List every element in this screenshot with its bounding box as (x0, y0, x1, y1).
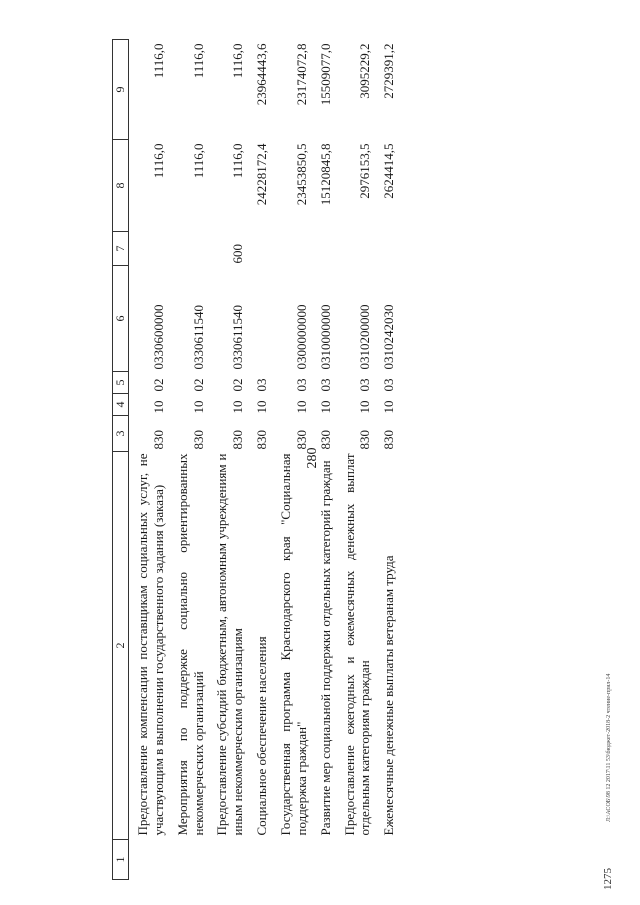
cell-pr: 03 (317, 378, 333, 392)
header-col-4: 4 (113, 394, 129, 416)
table-row (208, 40, 248, 880)
cell-amount-2: 3095229,2 (357, 43, 373, 99)
table-row (375, 40, 399, 880)
row-name: Предоставление компенсации поставщикам социальных услуг, не участвующим в выполнении государственного задания (заказа) (135, 453, 166, 836)
cell-amount-2: 1116,0 (230, 43, 246, 79)
budget-table-container (112, 40, 592, 880)
table-row (169, 40, 209, 880)
cell-ved: 830 (381, 430, 397, 450)
cell-amount-2: 1116,0 (150, 43, 166, 79)
cell-vr (272, 232, 312, 266)
cell-vr (169, 232, 209, 266)
cell-csr (248, 266, 272, 372)
table-row (312, 40, 336, 880)
sheet-number: 1275 (602, 868, 614, 890)
cell-amount-2: 1116,0 (190, 43, 206, 79)
cell-amount-2: 23174072,8 (293, 43, 309, 106)
row-name: Социальное обеспечение населения (254, 636, 270, 836)
cell-rz: 10 (381, 400, 397, 414)
cell-amount-2: 23964443,6 (254, 43, 270, 106)
cell-amount-1: 15120845,8 (317, 143, 333, 206)
cell-vr: 600 (230, 244, 246, 264)
cell-pr: 02 (230, 378, 246, 392)
table-row (248, 40, 272, 880)
cell-ved: 830 (254, 430, 270, 450)
cell-vr (336, 232, 376, 266)
row-name: Предоставление субсидий бюджетным, автономным учреждениям и иным некоммерческим организациям (214, 453, 246, 836)
cell-vr (312, 232, 336, 266)
cell-ved: 830 (150, 430, 166, 450)
header-col-8: 8 (113, 140, 129, 232)
header-col-6: 6 (113, 266, 129, 372)
cell-ved: 830 (317, 430, 333, 450)
cell-vr (248, 232, 272, 266)
header-col-9: 9 (113, 40, 129, 140)
cell-pr: 02 (190, 378, 206, 392)
page-number: 280 (305, 447, 320, 469)
cell-pr: 02 (150, 378, 166, 392)
cell-rz: 10 (190, 400, 206, 414)
row-name: Предоставление ежегодных и ежемесячных денежных выплат отдельным категориям граждан (341, 453, 373, 836)
cell-amount-1: 2976153,5 (357, 143, 373, 199)
footer-file-path: Л:\АСОБ\98 12 2017\11 53\бюджет-2018-2 чтение-прил-14 (606, 673, 612, 822)
cell-amount-2: 15509077,0 (317, 43, 333, 106)
cell-pr: 03 (254, 378, 270, 392)
header-col-2: 2 (113, 452, 129, 840)
cell-rz: 10 (293, 400, 309, 414)
cell-vr (375, 232, 399, 266)
cell-amount-1: 2624414,5 (381, 143, 397, 199)
cell-ved: 830 (293, 430, 309, 450)
table-row (129, 40, 169, 880)
cell-csr: 0300000000 (293, 304, 309, 370)
cell-amount-1: 1116,0 (150, 143, 166, 179)
cell-amount-1: 24228172,4 (254, 143, 270, 206)
cell-rz: 10 (317, 400, 333, 414)
header-col-1: 1 (113, 840, 129, 880)
cell-ved: 830 (230, 430, 246, 450)
cell-csr: 0310242030 (381, 304, 397, 370)
table-row (272, 40, 312, 880)
cell-pr: 03 (357, 378, 373, 392)
cell-rz: 10 (150, 400, 166, 414)
header-col-3: 3 (113, 416, 129, 452)
cell-amount-1: 23453850,5 (293, 143, 309, 206)
row-name: Ежемесячные денежные выплаты ветеранам труда (381, 555, 397, 836)
cell-ved: 830 (190, 430, 206, 450)
table-header-row (113, 40, 129, 880)
row-name: Развитие мер социальной поддержки отдельных категорий граждан (317, 460, 333, 836)
cell-csr: 0330600000 (150, 304, 166, 370)
cell-csr: 0330611540 (230, 304, 246, 370)
cell-rz: 10 (357, 400, 373, 414)
cell-ved: 830 (357, 430, 373, 450)
cell-amount-1: 1116,0 (230, 143, 246, 179)
cell-amount-2: 2729391,2 (381, 43, 397, 99)
cell-pr: 03 (381, 378, 397, 392)
cell-csr: 0310200000 (357, 304, 373, 370)
budget-table (112, 39, 399, 880)
cell-rz: 10 (254, 400, 270, 414)
row-name: Государственная программа Краснодарского края "Социальная поддержка граждан" (278, 453, 309, 836)
cell-vr (129, 232, 169, 266)
cell-amount-1: 1116,0 (190, 143, 206, 179)
table-row (336, 40, 376, 880)
cell-csr: 0310000000 (317, 304, 333, 370)
header-col-5: 5 (113, 372, 129, 394)
cell-rz: 10 (230, 400, 246, 414)
row-name: Мероприятия по поддержке социально ориентированных некоммерческих организаций (174, 453, 206, 836)
cell-pr: 03 (293, 378, 309, 392)
header-col-7: 7 (113, 232, 129, 266)
cell-csr: 0330611540 (190, 304, 206, 370)
